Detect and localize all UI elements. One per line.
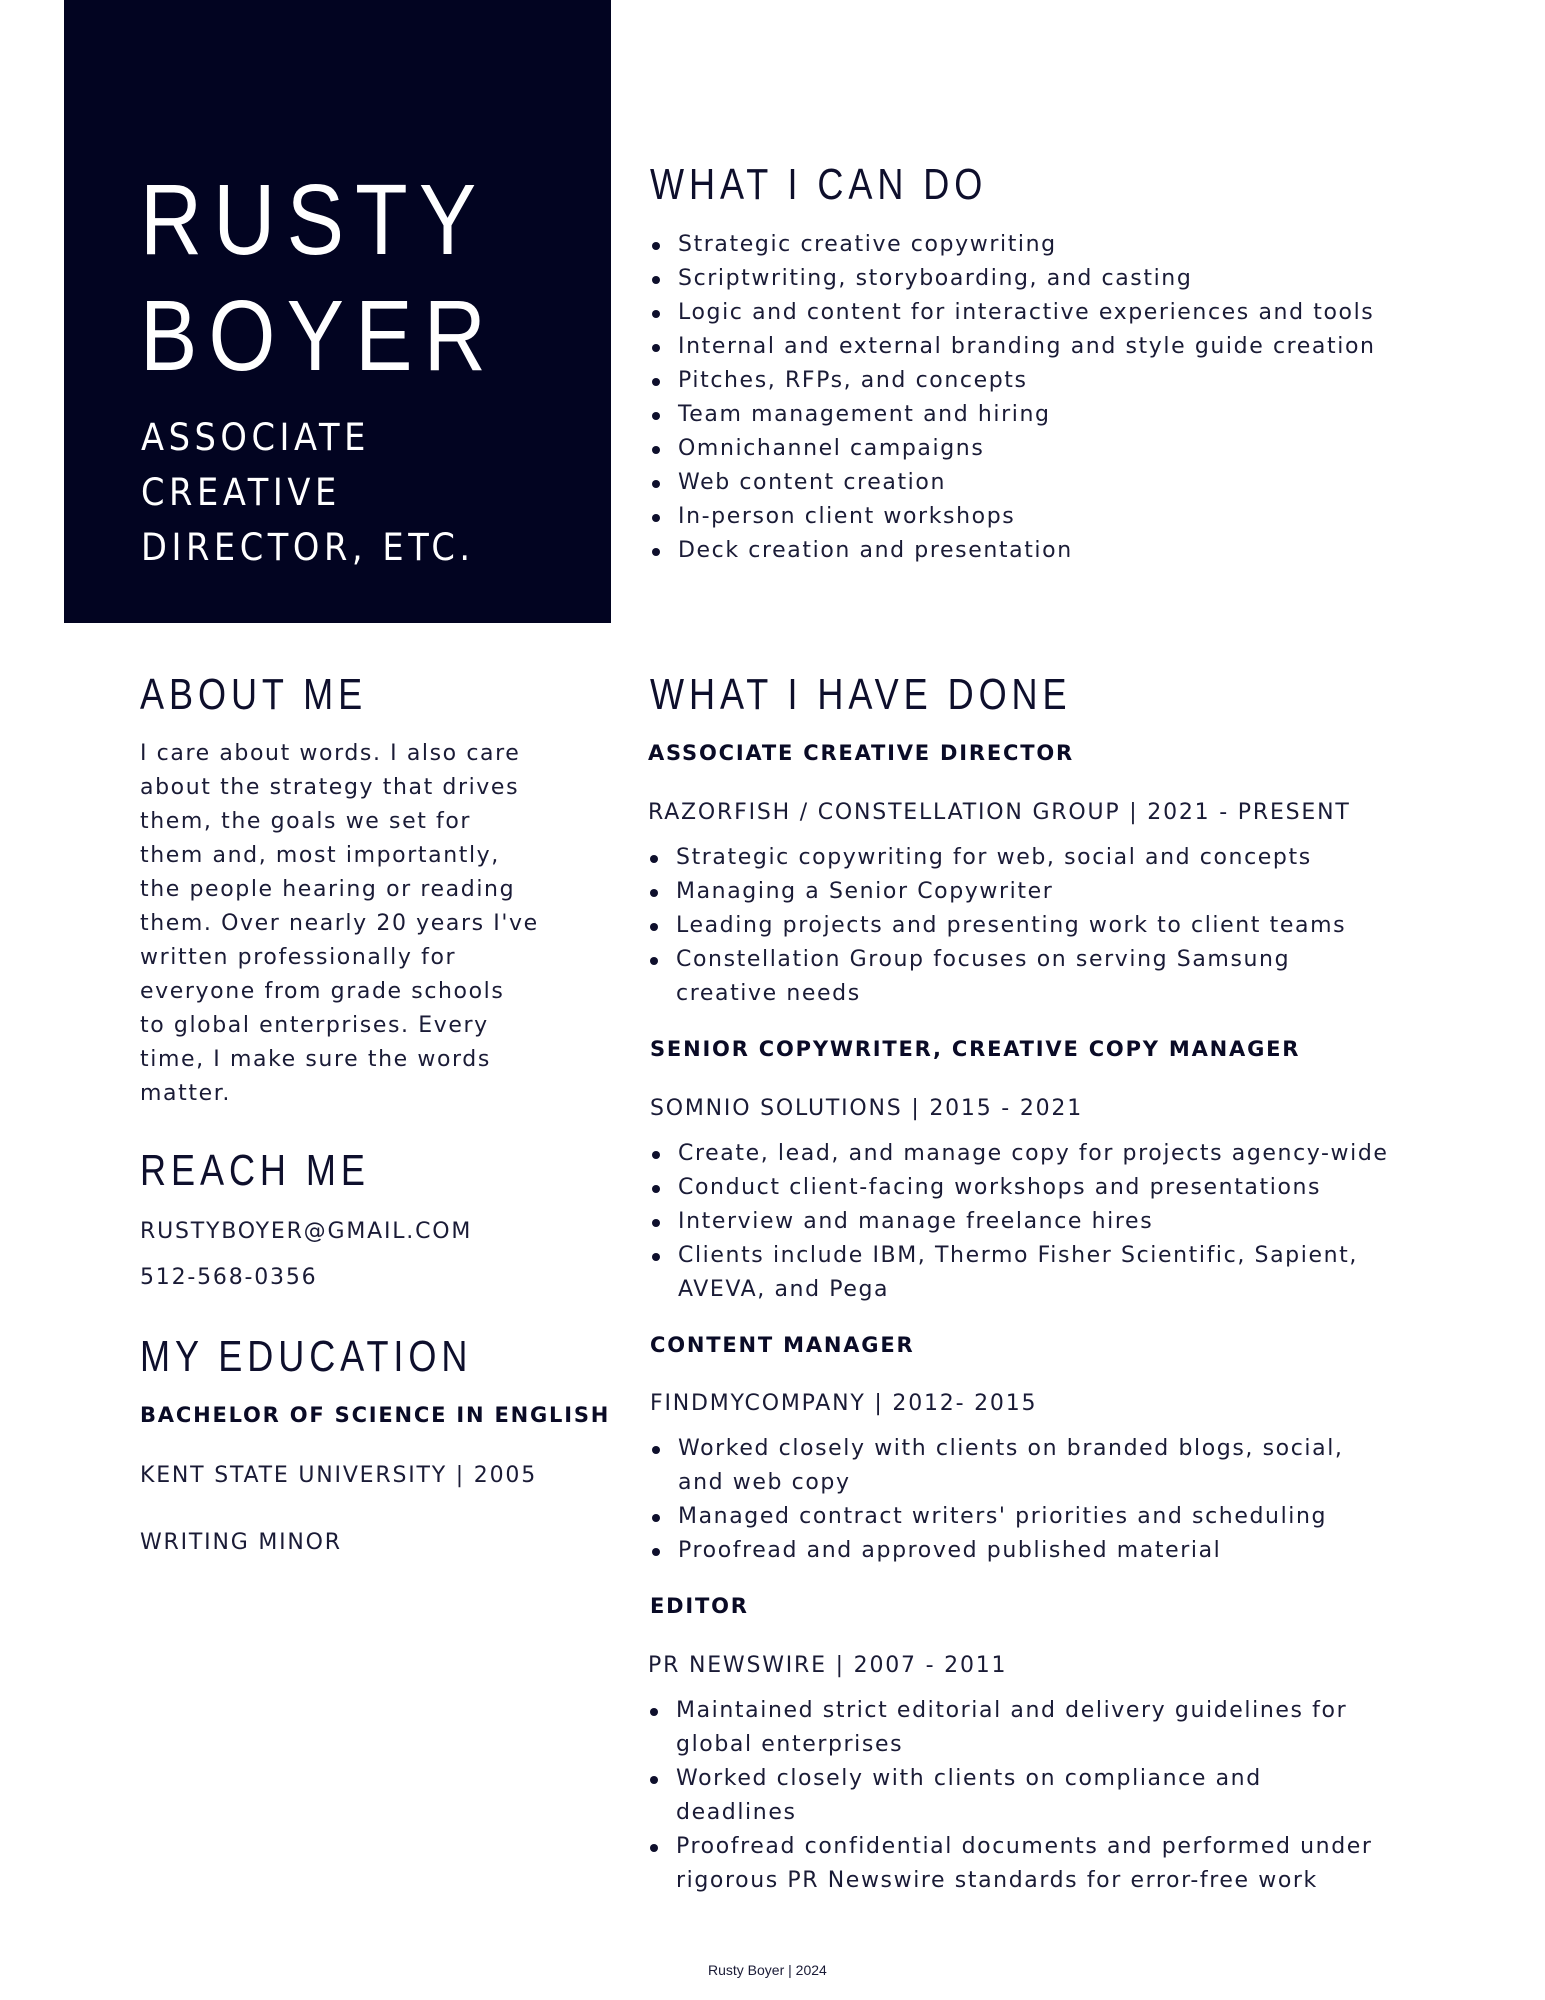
list-item: Managed contract writers' priorities and scheduling [650,1500,1344,1534]
list-item: Web content creation [650,466,1376,500]
job-title-line: CREATIVE [141,471,341,514]
job-company: FINDMYCOMPANY | 2012- 2015 [650,1391,1038,1416]
list-item: Team management and hiring [650,398,1376,432]
degree: BACHELOR OF SCIENCE IN ENGLISH [140,1403,611,1427]
list-item: Leading projects and presenting work to client teams [648,909,1346,943]
list-item: deadlines [676,1800,797,1825]
about-line: them. Over nearly 20 years I've [140,911,539,936]
list-item: rigorous PR Newswire standards for error-free work [676,1868,1318,1893]
list-item: Maintained strict editorial and delivery guidelines for [648,1694,1373,1728]
list-item: Strategic copywriting for web, social and concepts [648,841,1346,875]
job-role: ASSOCIATE CREATIVE DIRECTOR [648,741,1074,765]
page-footer: Rusty Boyer | 2024 [708,1962,827,1978]
list-item: Internal and external branding and style guide creation [650,330,1376,364]
list-item: Managing a Senior Copywriter [648,875,1346,909]
job-role: EDITOR [650,1594,749,1618]
about-line: written professionally for [140,945,457,970]
job-company: PR NEWSWIRE | 2007 - 2011 [648,1653,1008,1678]
job-company: RAZORFISH / CONSTELLATION GROUP | 2021 - PRESENT [648,800,1351,825]
about-line: time, I make sure the words [140,1047,491,1072]
list-item: Proofread and approved published material [650,1534,1344,1568]
list-item: Scriptwriting, storyboarding, and casting [650,262,1376,296]
about-line: everyone from grade schools [140,979,505,1004]
first-name: RUSTY [140,164,488,276]
last-name: BOYER [140,280,497,392]
list-item: and web copy [678,1470,851,1495]
list-item: In-person client workshops [650,500,1376,534]
job-title-line: DIRECTOR, ETC. [141,526,475,569]
job-bullets [648,841,1346,1011]
list-item: Logic and content for interactive experiences and tools [650,296,1376,330]
experience-heading: WHAT I HAVE DONE [650,670,1072,719]
contact-heading: REACH ME [140,1146,370,1195]
list-item: AVEVA, and Pega [678,1277,890,1302]
skills-heading: WHAT I CAN DO [650,160,988,209]
list-item: Worked closely with clients on compliance and [648,1762,1373,1796]
about-line: the people hearing or reading [140,877,516,902]
list-item: creative needs [676,981,861,1006]
job-bullets [648,1694,1373,1898]
about-paragraph [140,737,560,1111]
school: KENT STATE UNIVERSITY | 2005 [140,1463,537,1488]
job-title-line: ASSOCIATE [141,416,370,459]
list-item: Conduct client-facing workshops and presentations [650,1171,1389,1205]
about-line: I care about words. I also care [140,741,521,766]
skills-list [650,228,1376,568]
list-item: Strategic creative copywriting [650,228,1376,262]
minor: WRITING MINOR [140,1530,342,1555]
email-link[interactable]: RUSTYBOYER@GMAIL.COM [140,1219,473,1244]
about-line: them, the goals we set for [140,809,472,834]
list-item: Deck creation and presentation [650,534,1376,568]
education-heading: MY EDUCATION [140,1332,473,1381]
list-item: Omnichannel campaigns [650,432,1376,466]
job-bullets [650,1137,1389,1307]
about-heading: ABOUT ME [140,670,368,719]
job-bullets [650,1432,1344,1568]
phone-number[interactable]: 512-568-0356 [140,1265,318,1290]
list-item: global enterprises [676,1732,904,1757]
list-item: Create, lead, and manage copy for projects agency-wide [650,1137,1389,1171]
about-line: them and, most importantly, [140,843,500,868]
job-role: SENIOR COPYWRITER, CREATIVE COPY MANAGER [650,1037,1301,1061]
list-item: Proofread confidential documents and performed under [648,1830,1373,1864]
list-item: Worked closely with clients on branded blogs, social, [650,1432,1344,1466]
about-line: about the strategy that drives [140,775,520,800]
about-line: to global enterprises. Every [140,1013,489,1038]
list-item: Constellation Group focuses on serving Samsung [648,943,1346,977]
job-role: CONTENT MANAGER [650,1333,915,1357]
list-item: Interview and manage freelance hires [650,1205,1389,1239]
list-item: Pitches, RFPs, and concepts [650,364,1376,398]
job-company: SOMNIO SOLUTIONS | 2015 - 2021 [650,1096,1084,1121]
about-line: matter. [140,1081,231,1106]
list-item: Clients include IBM, Thermo Fisher Scientific, Sapient, [650,1239,1389,1273]
